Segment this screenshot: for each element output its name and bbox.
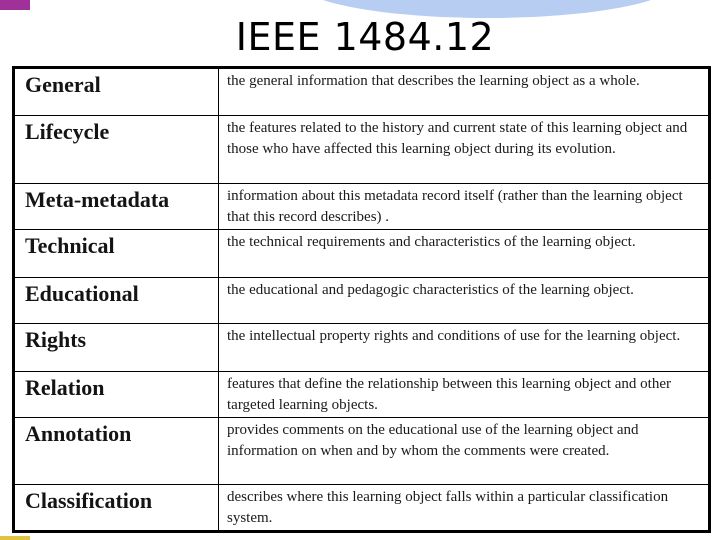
category-name: Relation <box>15 371 219 417</box>
category-description: the features related to the history and current state of this learning object and those who have affected this learning object during its evolution. <box>219 116 709 184</box>
table-row <box>15 116 709 184</box>
category-description: the educational and pedagogic characteristics of the learning object. <box>219 277 709 323</box>
category-name: Lifecycle <box>15 116 219 184</box>
category-description: features that define the relationship between this learning object and other targeted learning objects. <box>219 371 709 417</box>
table-row <box>15 69 709 116</box>
metadata-table <box>12 66 711 533</box>
category-description: describes where this learning object falls within a particular classification system. <box>219 484 709 530</box>
table-row <box>15 183 709 229</box>
table-row <box>15 371 709 417</box>
table-row <box>15 230 709 277</box>
category-name: Classification <box>15 484 219 530</box>
category-name: Technical <box>15 230 219 277</box>
table-row <box>15 277 709 323</box>
corner-accent <box>0 0 30 10</box>
category-name: Annotation <box>15 417 219 484</box>
category-description: the technical requirements and characteristics of the learning object. <box>219 230 709 277</box>
category-description: provides comments on the educational use of the learning object and information on when and by whom the comments were created. <box>219 417 709 484</box>
category-description: the intellectual property rights and conditions of use for the learning object. <box>219 324 709 371</box>
footer-accent <box>0 536 30 540</box>
table-row <box>15 417 709 484</box>
category-description: information about this metadata record itself (rather than the learning object that this record describes) . <box>219 183 709 229</box>
category-name: General <box>15 69 219 116</box>
table-row <box>15 324 709 371</box>
category-name: Educational <box>15 277 219 323</box>
category-name: Rights <box>15 324 219 371</box>
category-name: Meta-metadata <box>15 183 219 229</box>
slide-title: IEEE 1484.12 <box>235 15 495 59</box>
category-description: the general information that describes the learning object as a whole. <box>219 69 709 116</box>
table-row <box>15 484 709 530</box>
